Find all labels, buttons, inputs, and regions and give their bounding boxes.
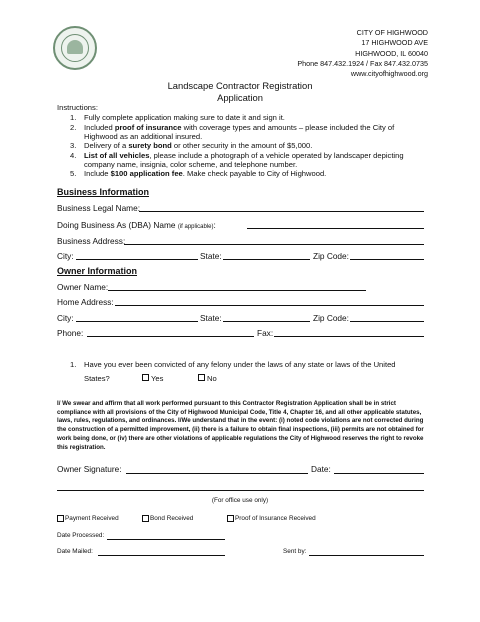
owner-signature-field[interactable]: [126, 473, 308, 474]
instruction-number: 5.: [70, 169, 77, 178]
city-website: www.cityofhighwood.org: [350, 69, 428, 79]
owner-signature-label: Owner Signature:: [57, 464, 122, 474]
oath-statement: I/ We swear and affirm that all work performed pursuant to this Contractor Registration Application shall be in strict compliance with all provisions of the City of Highwood Municipal Code, Title 4, Chapter 16, and all other applicable statutes, laws, rules, regulations, and ordinances. I/We understand that in the event: (i) noted code violations are not corrected during the construction of a permitted improvement, (ii) there is a failure to obtain final inspections, (iii) permits are not obtained for work being done, or (iv) there are other violations of applicable regulations the City of Highwood reserves the right to revoke this registration.: [57, 400, 424, 451]
phone-field[interactable]: [87, 336, 254, 337]
city-citystate: HIGHWOOD, IL 60040: [355, 48, 428, 58]
insurance-received-label: Proof of Insurance Received: [235, 515, 316, 522]
seal-building-icon: [67, 40, 83, 54]
owner-zip-field[interactable]: [350, 321, 424, 322]
office-use-heading: (For office use only): [211, 497, 269, 504]
home-address-field[interactable]: [115, 305, 424, 306]
instruction-number: 4.: [70, 151, 77, 160]
business-state-field[interactable]: [223, 259, 310, 260]
business-city-label: City:: [57, 251, 74, 261]
business-legal-name-field[interactable]: [139, 211, 424, 212]
sent-by-label: Sent by:: [283, 548, 307, 555]
question-text-cont: States?: [84, 374, 110, 383]
no-checkbox[interactable]: [198, 374, 205, 381]
instruction-number: 3.: [70, 141, 77, 150]
home-address-label: Home Address:: [57, 297, 114, 307]
city-name: CITY OF HIGHWOOD: [356, 28, 428, 37]
instruction-number: 1.: [70, 113, 77, 122]
instruction-text: Include $100 application fee. Make check payable to City of Highwood.: [84, 169, 327, 178]
business-section-heading: Business Information: [57, 187, 150, 197]
yes-label: Yes: [151, 374, 164, 383]
no-label: No: [207, 374, 217, 383]
fax-label: Fax:: [257, 328, 274, 338]
signature-date-label: Date:: [311, 464, 331, 474]
question-text: Have you ever been convicted of any felony under the laws of any state or laws of the United: [84, 360, 396, 369]
dba-note: (if applicable): [177, 224, 214, 230]
owner-name-label: Owner Name:: [57, 282, 109, 292]
business-zip-field[interactable]: [350, 259, 424, 260]
dba-field[interactable]: [247, 228, 424, 229]
business-city-field[interactable]: [76, 259, 198, 260]
instruction-text: Included proof of insurance with coverage types and amounts – please included the City of Highwood as an additional insured.: [84, 123, 395, 142]
instruction-text: List of all vehicles, please include a photograph of a vehicle operated by landscaper depicting company name, insignia, color scheme, and telephone number.: [84, 151, 404, 170]
business-address-label: Business Address:: [57, 236, 126, 246]
yes-checkbox[interactable]: [142, 374, 149, 381]
city-street: 17 HIGHWOOD AVE: [361, 38, 428, 48]
city-seal-logo: [53, 26, 97, 70]
bond-received-label: Bond Received: [150, 515, 194, 522]
question-number: 1.: [70, 360, 77, 369]
sent-by-field[interactable]: [309, 555, 424, 556]
owner-state-field[interactable]: [223, 321, 310, 322]
date-processed-label: Date Processed:: [57, 532, 105, 539]
date-mailed-label: Date Mailed:: [57, 548, 93, 555]
city-contact-block: [297, 28, 428, 79]
fax-field[interactable]: [274, 336, 424, 337]
owner-city-label: City:: [57, 313, 74, 323]
office-divider: [57, 490, 424, 491]
business-legal-name-label: Business Legal Name:: [57, 203, 141, 213]
owner-city-field[interactable]: [76, 321, 198, 322]
form-subtitle: Application: [217, 92, 263, 103]
phone-label: Phone:: [57, 328, 84, 338]
owner-state-label: State:: [200, 313, 222, 323]
dba-label: Doing Business As (DBA) Name (if applicable):: [57, 220, 216, 230]
business-state-label: State:: [200, 251, 222, 261]
business-address-field[interactable]: [124, 244, 424, 245]
owner-zip-label: Zip Code:: [313, 313, 349, 323]
instruction-text: Fully complete application making sure to date it and sign it.: [84, 113, 285, 122]
signature-date-field[interactable]: [334, 473, 424, 474]
owner-section-heading: Owner Information: [57, 266, 138, 276]
payment-received-label: Payment Received: [65, 515, 119, 522]
payment-received-checkbox[interactable]: [57, 515, 64, 522]
owner-name-field[interactable]: [108, 290, 366, 291]
city-phone-fax: Phone 847.432.1924 / Fax 847.432.0735: [297, 58, 428, 68]
business-zip-label: Zip Code:: [313, 251, 349, 261]
insurance-received-checkbox[interactable]: [227, 515, 234, 522]
instruction-text: Delivery of a surety bond or other security in the amount of $5,000.: [84, 141, 313, 150]
bond-received-checkbox[interactable]: [142, 515, 149, 522]
date-processed-field[interactable]: [107, 539, 225, 540]
instruction-number: 2.: [70, 123, 77, 132]
form-title: Landscape Contractor Registration: [167, 80, 313, 91]
instructions-heading: Instructions:: [57, 103, 98, 112]
date-mailed-field[interactable]: [98, 555, 225, 556]
